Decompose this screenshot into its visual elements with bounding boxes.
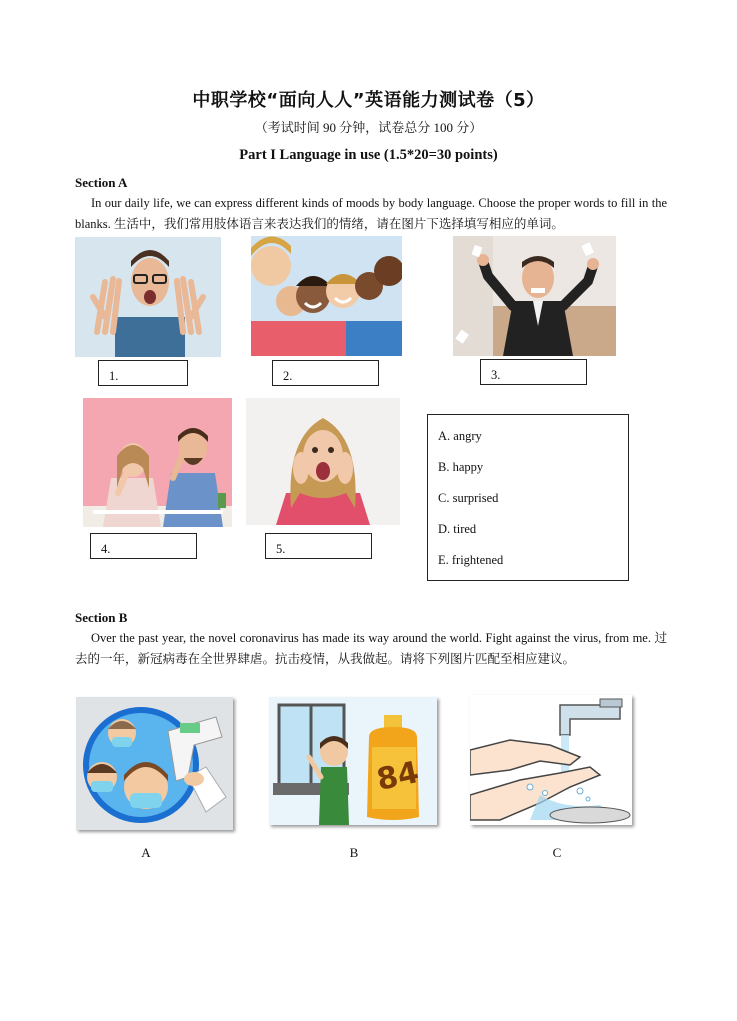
- caption-b: B: [349, 845, 359, 860]
- option-a: A. angry: [438, 429, 482, 443]
- option-c: C. surprised: [438, 491, 499, 505]
- illustration-ventilation-disinfectant: [269, 697, 437, 825]
- blank-1[interactable]: 1.: [98, 360, 188, 386]
- section-b-heading: Section B: [75, 610, 128, 625]
- page-title: 中职学校“面向人人”英语能力测试卷（5）: [192, 90, 545, 111]
- part-heading: Part I Language in use (1.5*20=30 points): [239, 147, 498, 163]
- illustration-masks-thermometer: [76, 697, 233, 830]
- blank-4[interactable]: 4.: [90, 533, 197, 559]
- caption-c: C: [552, 845, 562, 860]
- option-e: E. frightened: [438, 553, 504, 567]
- section-a-instructions: In our daily life, we can express different kinds of moods by body language. Choose the proper words to fill in the blanks. 生活中，我们常用肢体语言来表达我们的情绪，请在图片下选择填写相应的单词。: [75, 196, 667, 231]
- photo-happy-kids: [251, 236, 402, 356]
- bottle-label: 84: [373, 755, 422, 798]
- blank-5[interactable]: 5.: [265, 533, 372, 559]
- illustration-hand-washing: [470, 695, 632, 825]
- option-d: D. tired: [438, 522, 477, 536]
- section-b-instructions: Over the past year, the novel coronavirus has made its way around the world. Fight against the virus, from me. 过去的一年，新冠病毒在全世界肆虐。抗击疫情，从我做起。请将下列图片匹配至相应建议。: [75, 631, 667, 666]
- exam-info: （考试时间 90 分钟，试卷总分 100 分）: [254, 120, 483, 135]
- photo-angry-man: [453, 236, 616, 356]
- photo-tired-couple: [83, 398, 232, 527]
- blank-2[interactable]: 2.: [272, 360, 379, 386]
- option-b: B. happy: [438, 460, 484, 474]
- caption-a: A: [141, 845, 151, 860]
- section-a-heading: Section A: [75, 175, 128, 190]
- photo-frightened-man: [75, 237, 221, 357]
- photo-surprised-woman: [246, 398, 400, 525]
- word-options-box: [427, 414, 629, 581]
- blank-3[interactable]: 3.: [480, 359, 587, 385]
